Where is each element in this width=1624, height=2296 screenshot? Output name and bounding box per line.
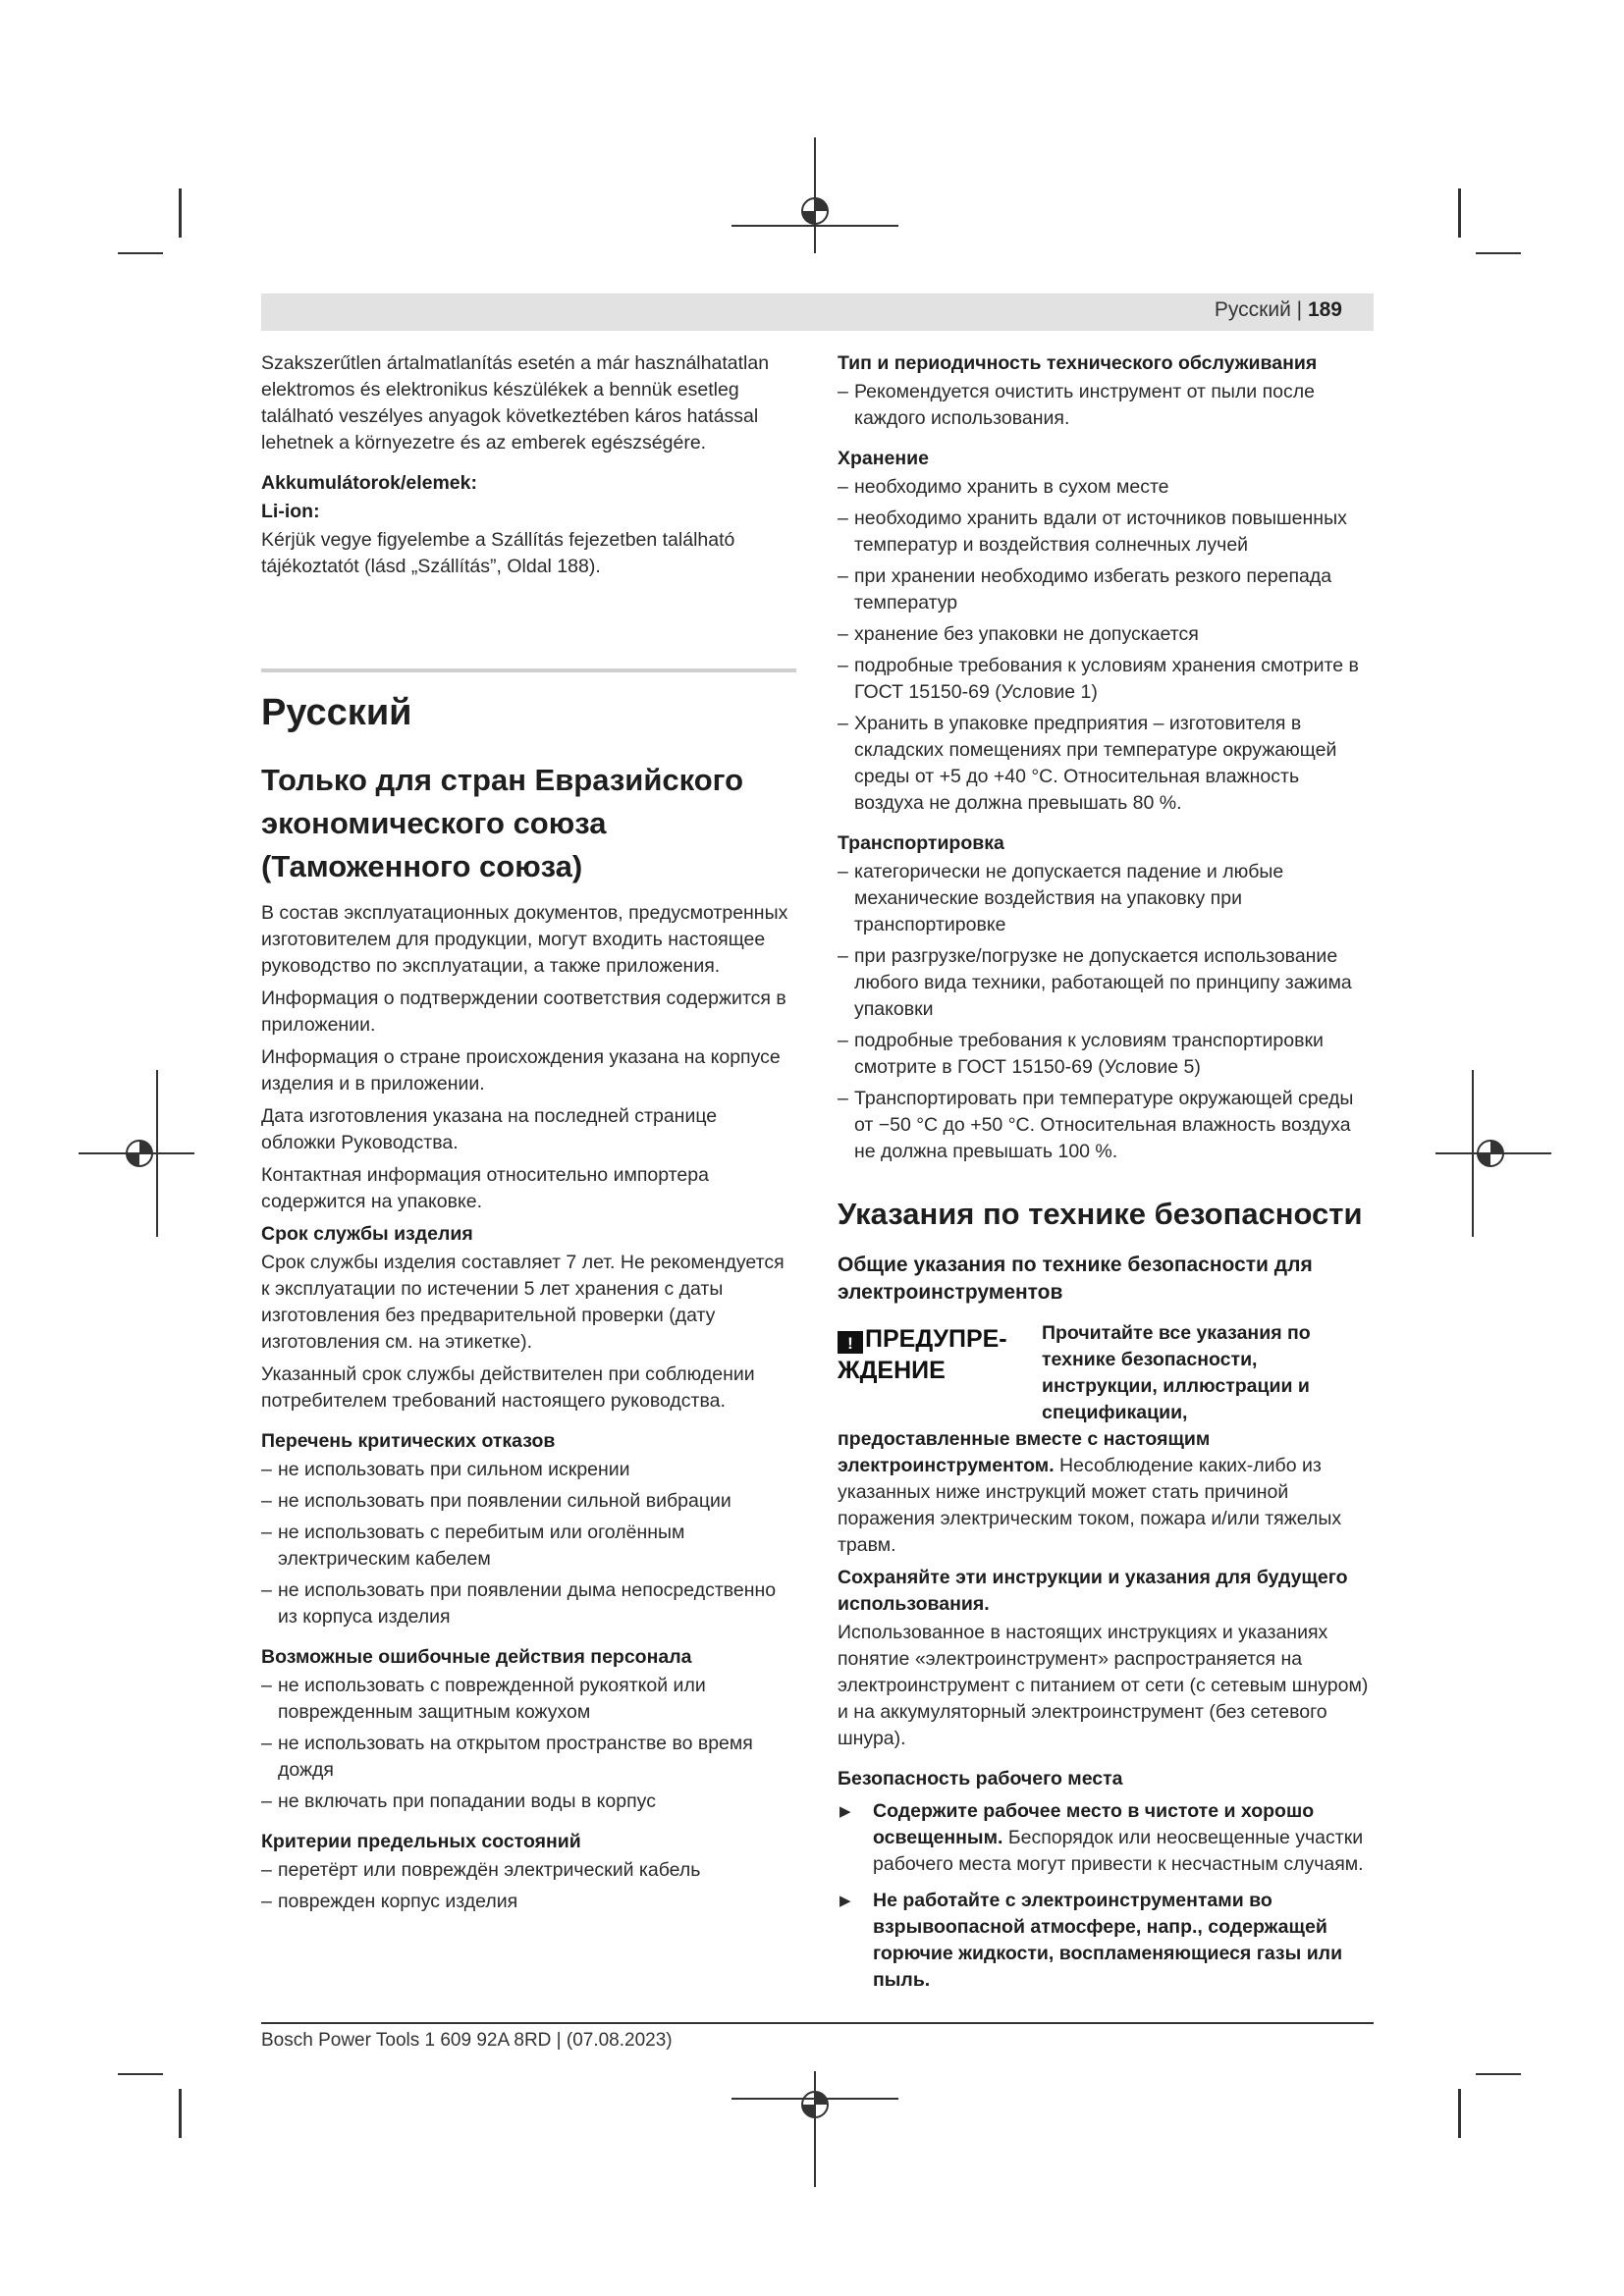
header-separator: |	[1290, 298, 1308, 321]
term-paragraph: Использованное в настоящих инструкциях и указаниях понятие «электроинструмент» распространяется на электроинструмент с питанием от сети (с сетевым шнуром) и на аккумуляторный электроинструмент (без сетевого шнура).	[838, 1622, 1369, 1749]
list-item: – не использовать с перебитым или оголённым электрическим кабелем	[261, 1520, 796, 1573]
warning-rest: Несоблюдение каких-либо из указанных ниже инструкций может стать причиной поражения электрическим током, пожара и/или тяжелых травм.	[838, 1455, 1342, 1556]
header-text	[1215, 298, 1342, 322]
workplace-item-bold: Содержите рабочее место в чистоте и хорошо освещенным.	[873, 1800, 1315, 1848]
list-item: – необходимо хранить вдали от источников повышенных температур и воздействия солнечных лучей	[838, 506, 1374, 559]
registration-mark-bottom-icon	[731, 2071, 898, 2189]
warning-label: ПРЕДУПРЕ-ЖДЕНИЕ	[838, 1325, 1007, 1384]
list-item: – перетёрт или повреждён электрический кабель	[261, 1857, 796, 1884]
storage-heading: Хранение	[838, 448, 929, 469]
list-item: – Рекомендуется очистить инструмент от пыли после каждого использования.	[838, 379, 1374, 432]
list-item: – не использовать при появлении дыма непосредственно из корпуса изделия	[261, 1577, 796, 1630]
warning-bold-continuation: предоставленные вместе с настоящим электроинструментом.	[838, 1428, 1211, 1476]
service-life-heading: Срок службы изделия	[261, 1223, 473, 1245]
crop-mark	[1476, 252, 1521, 254]
service-life-paragraph: Срок службы изделия составляет 7 лет. Не рекомендуется к эксплуатации по истечении 5 лет хранения с даты изготовления без предварительной проверки (дату изготовления см. на этикетке).	[261, 1252, 785, 1353]
list-item	[838, 1888, 1374, 1994]
keep-instructions-heading: Сохраняйте эти инструкции и указания для будущего использования.	[838, 1567, 1348, 1615]
list-item: – подробные требования к условиям хранения смотрите в ГОСТ 15150-69 (Условие 1)	[838, 653, 1374, 706]
list-item: – поврежден корпус изделия	[261, 1889, 796, 1915]
limits-list	[261, 1857, 796, 1915]
workplace-list	[838, 1798, 1374, 1994]
list-item: – не использовать на открытом пространстве во время дождя	[261, 1731, 796, 1784]
eaeu-paragraph: Информация о подтверждении соответствия содержится в приложении.	[261, 988, 786, 1036]
disposal-paragraph: Szakszerűtlen ártalmatlanítás esetén a már használhatatlan elektromos és elektronikus készülékek a bennük esetleg található veszélyes anyagok következtében káros hatással lehetnek a környezetre és az emberek egészségére.	[261, 352, 770, 454]
list-item: – хранение без упаковки не допускается	[838, 621, 1374, 648]
list-item: – подробные требования к условиям транспортировки смотрите в ГОСТ 15150-69 (Условие 5)	[838, 1028, 1374, 1081]
crop-mark	[179, 188, 182, 238]
maintenance-list	[838, 379, 1374, 432]
service-life-paragraph: Указанный срок службы действителен при соблюдении потребителем требований настоящего руководства.	[261, 1363, 755, 1412]
limits-heading: Критерии предельных состояний	[261, 1831, 581, 1852]
failures-heading: Перечень критических отказов	[261, 1430, 556, 1452]
workplace-item-bold: Не работайте с электроинструментами во взрывоопасной атмосфере, напр., содержащей горючие жидкости, воспламеняющиеся газы или пыль.	[873, 1890, 1343, 1991]
eaeu-paragraph: Информация о стране происхождения указана на корпусе изделия и в приложении.	[261, 1046, 781, 1095]
liion-paragraph: Kérjük vegye figyelembe a Szállítás fejezetben található tájékoztatót (lásd „Szállítás”, Oldal 188).	[261, 529, 735, 577]
warning-block	[838, 1320, 1374, 1426]
transport-heading: Транспортировка	[838, 832, 1004, 854]
general-safety-title: Общие указания по технике безопасности для электроинструментов	[838, 1254, 1313, 1304]
crop-mark	[118, 2073, 163, 2075]
list-item: – Транспортировать при температуре окружающей среды от −50 °C до +50 °C. Относительная влажность воздуха не должна превышать 100 %.	[838, 1086, 1374, 1165]
liion-heading: Li-ion:	[261, 501, 320, 522]
warning-triangle-icon: !	[838, 1331, 863, 1354]
registration-mark-top-icon	[731, 137, 898, 255]
warning-bold-text: Прочитайте все указания по технике безопасности, инструкции, иллюстрации и спецификации,	[1042, 1322, 1311, 1423]
header-language: Русский	[1214, 298, 1291, 321]
warning-paragraph	[838, 1426, 1374, 1559]
crop-mark	[179, 2089, 182, 2138]
failures-list	[261, 1457, 796, 1630]
section-title: Русский	[261, 692, 412, 733]
accu-heading: Akkumulátorok/elemek:	[261, 472, 477, 494]
list-item: – необходимо хранить в сухом месте	[838, 474, 1374, 501]
crop-mark	[1458, 2089, 1461, 2138]
errors-list	[261, 1673, 796, 1815]
crop-mark	[1458, 188, 1461, 238]
workplace-item-text: Беспорядок или неосвещенные участки рабочего места могут привести к несчастным случаям.	[873, 1827, 1364, 1875]
registration-mark-left-icon	[79, 1070, 196, 1237]
safety-title: Указания по технике безопасности	[838, 1197, 1363, 1231]
list-item: – при хранении необходимо избегать резкого перепада температур	[838, 563, 1374, 616]
right-column	[838, 350, 1374, 2003]
list-item: – при разгрузке/погрузке не допускается использование любого вида техники, работающей по принципу зажима упаковки	[838, 943, 1374, 1023]
list-item	[838, 1798, 1374, 1878]
crop-mark	[118, 252, 163, 254]
list-item: – Хранить в упаковке предприятия – изготовителя в складских помещениях при температуре окружающей среды от +5 до +40 °C. Относительная влажность воздуха не должна превышать 80 %.	[838, 711, 1374, 817]
page-number: 189	[1307, 298, 1342, 321]
errors-heading: Возможные ошибочные действия персонала	[261, 1646, 692, 1668]
section-divider	[261, 668, 796, 672]
eaeu-paragraph: Контактная информация относительно импортера содержится на упаковке.	[261, 1164, 709, 1212]
footer-divider	[261, 2022, 1374, 2024]
list-item: – не использовать при сильном искрении	[261, 1457, 796, 1483]
footer-text: Bosch Power Tools 1 609 92A 8RD | (07.08.2023)	[261, 2030, 673, 2051]
workplace-heading: Безопасность рабочего места	[838, 1768, 1123, 1789]
storage-list	[838, 474, 1374, 817]
list-item: – категорически не допускается падение и любые механические воздействия на упаковку при транспортировке	[838, 859, 1374, 938]
crop-mark	[1476, 2073, 1521, 2075]
page-header	[261, 294, 1374, 331]
list-item: – не использовать при появлении сильной вибрации	[261, 1488, 796, 1515]
eaeu-title: Только для стран Евразийского экономического союза (Таможенного союза)	[261, 763, 744, 883]
registration-mark-right-icon	[1434, 1070, 1551, 1237]
left-column	[261, 350, 796, 1920]
list-item: – не использовать с поврежденной рукояткой или поврежденным защитным кожухом	[261, 1673, 796, 1726]
eaeu-paragraph: В состав эксплуатационных документов, предусмотренных изготовителем для продукции, могут входить настоящее руководство по эксплуатации, а также приложения.	[261, 902, 788, 977]
warning-label-box	[838, 1320, 1042, 1386]
list-item: – не включать при попадании воды в корпус	[261, 1789, 796, 1815]
eaeu-paragraph: Дата изготовления указана на последней странице обложки Руководства.	[261, 1105, 718, 1153]
transport-list	[838, 859, 1374, 1165]
maintenance-heading: Тип и периодичность технического обслуживания	[838, 352, 1318, 374]
